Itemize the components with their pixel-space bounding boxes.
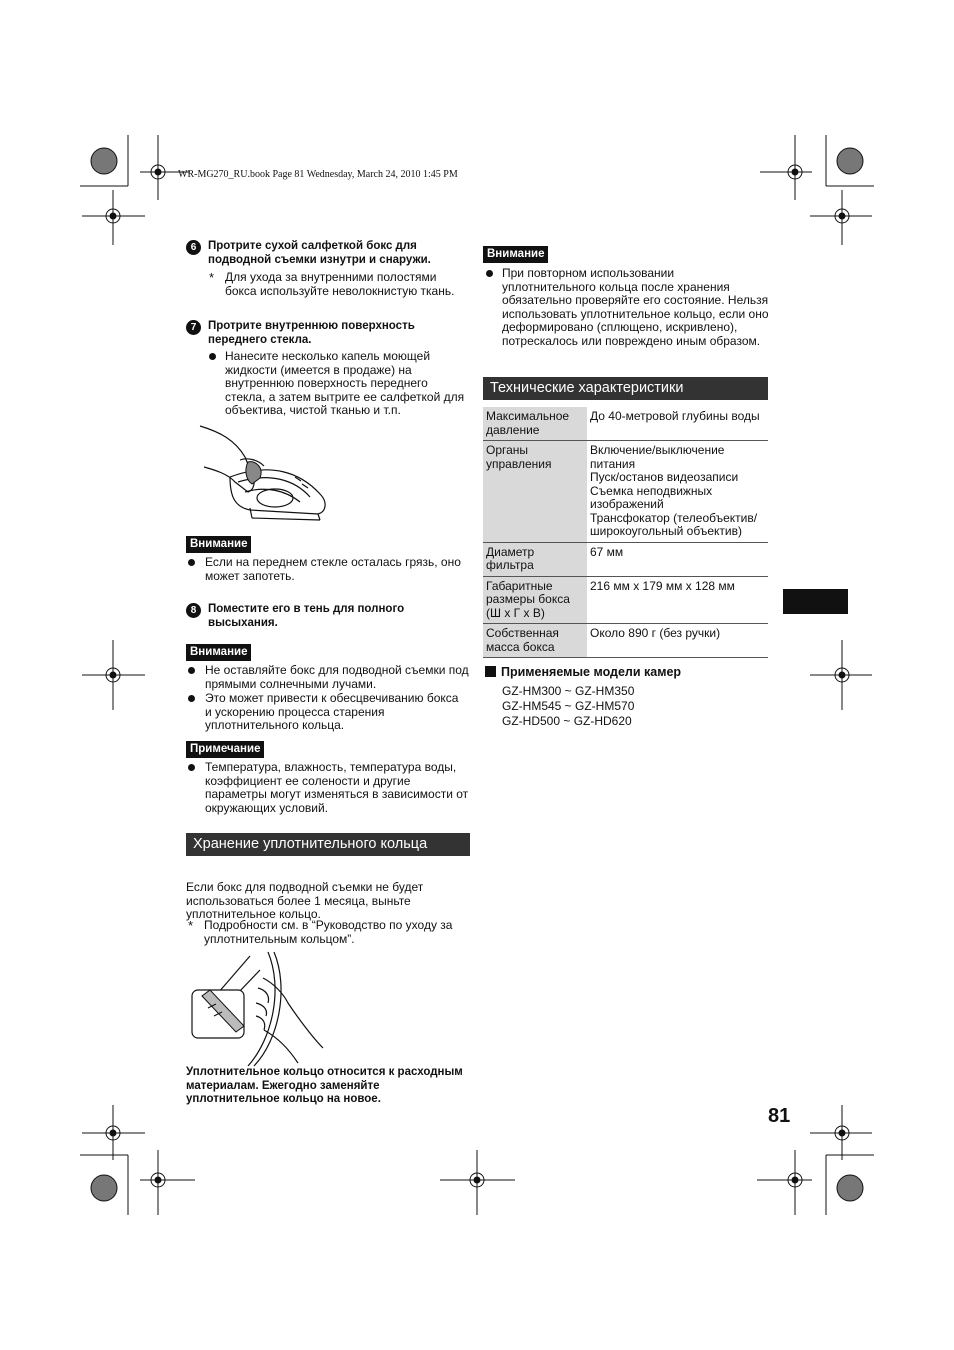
bullet-icon xyxy=(486,270,493,277)
storage-note: Подробности см. в “Руководство по уходу за уплотнительным кольцом”. xyxy=(204,918,453,946)
star-icon: * xyxy=(209,270,215,285)
caution-1-item: Если на переднем стекле осталась грязь, оно может запотеть. xyxy=(205,555,461,583)
spec-value-line: Пуск/останов видеозаписи xyxy=(590,470,739,484)
model-item: GZ-HM300 ~ GZ-HM350 xyxy=(502,684,635,698)
spec-value-line: Около 890 г (без ручки) xyxy=(590,626,721,640)
step-number-7: 7 xyxy=(186,320,201,335)
bullet-icon xyxy=(188,695,195,702)
note-label: Примечание xyxy=(186,741,264,758)
model-item: GZ-HD500 ~ GZ-HD620 xyxy=(502,714,632,728)
storage-footer: Уплотнительное кольцо относится к расходным материалам. Ежегодно заменяйте уплотнительное кольцо на новое. xyxy=(186,1066,463,1105)
spec-value-line: Включение/выключение питания xyxy=(590,443,725,471)
table-row xyxy=(483,624,768,658)
bullet-icon xyxy=(209,353,216,360)
spec-value-line: 67 мм xyxy=(590,544,624,559)
book-header: WR-MG270_RU.book Page 81 Wednesday, March 24, 2010 1:45 PM xyxy=(178,169,458,180)
spec-value-line: 216 мм x 179 мм x 128 мм xyxy=(590,578,735,593)
star-icon: * xyxy=(188,918,194,933)
chapter-tab xyxy=(783,589,848,614)
spec-key: Диаметр фильтра xyxy=(483,542,587,576)
caution-2-item-2: Это может привести к обесцвечиванию бокса и ускорению процесса старения уплотнительного кольца. xyxy=(205,691,459,732)
caution-label: Внимание xyxy=(186,644,251,661)
spec-value xyxy=(587,576,768,624)
step-6-text: Протрите сухой салфеткой бокс для подводной съемки изнутри и снаружи. xyxy=(208,240,431,266)
wiping-glass-illustration xyxy=(190,422,335,522)
step-8-text: Поместите его в тень для полного высыхания. xyxy=(208,603,405,629)
caution-label: Внимание xyxy=(483,246,548,263)
spec-value-line: До 40-метровой глубины воды xyxy=(590,409,760,423)
storage-section-title: Хранение уплотнительного кольца xyxy=(186,833,470,856)
specs-table xyxy=(483,407,768,658)
o-ring-illustration xyxy=(188,948,328,1068)
caution-2-item-1: Не оставляйте бокс для подводной съемки под прямыми солнечными лучами. xyxy=(205,663,469,691)
caution-3-item: При повторном использовании уплотнительного кольца после хранения обязательно проверяйте его состояние. Нельзя использовать уплотнительное кольцо, если оно деформировано (сплющено, искривлено), потрескалось или повреждено иным образом. xyxy=(502,266,769,348)
model-item: GZ-HM545 ~ GZ-HM570 xyxy=(502,699,635,713)
spec-key: Габаритные размеры бокса (Ш x Г x В) xyxy=(483,576,587,624)
step-6-note: Для ухода за внутренними полостями бокса используйте неволокнистую ткань. xyxy=(225,270,455,298)
step-number-6: 6 xyxy=(186,240,201,255)
square-bullet-icon xyxy=(485,666,496,677)
models-heading xyxy=(485,666,681,679)
step-7 xyxy=(186,320,471,347)
spec-value xyxy=(587,542,768,576)
step-7-text: Протрите внутреннюю поверхность переднего стекла. xyxy=(208,320,415,346)
step-6 xyxy=(186,240,471,267)
models-title: Применяемые модели камер xyxy=(501,665,682,679)
spec-value xyxy=(587,407,768,441)
table-row xyxy=(483,542,768,576)
note-1-item: Температура, влажность, температура воды, коэффициент ее солености и другие параметры могут изменяться в зависимости от окружающих условий. xyxy=(205,760,469,815)
spec-value xyxy=(587,624,768,658)
table-row xyxy=(483,441,768,543)
spec-key: Органы управления xyxy=(483,441,587,543)
table-row xyxy=(483,576,768,624)
storage-body: Если бокс для подводной съемки не будет использоваться более 1 месяца, выньте уплотнительное кольцо. xyxy=(186,880,424,921)
spec-value-line: Трансфокатор (телеобъектив/ широкоугольный объектив) xyxy=(590,510,758,538)
page-number: 81 xyxy=(768,1105,791,1127)
step-number-8: 8 xyxy=(186,603,201,618)
spec-value xyxy=(587,441,768,543)
specs-section-title: Технические характеристики xyxy=(483,377,768,400)
spec-value-line: Съемка неподвижных изображений xyxy=(590,483,713,511)
bullet-icon xyxy=(188,764,195,771)
step-7-note: Нанесите несколько капель моющей жидкости (имеется в продаже) на внутреннюю поверхность переднего стекла, а затем вытрите ее салфеткой для объектива, чистой тканью и т.п. xyxy=(225,349,465,417)
caution-label: Внимание xyxy=(186,536,251,553)
step-8 xyxy=(186,603,471,630)
spec-key: Максимальное давление xyxy=(483,407,587,441)
bullet-icon xyxy=(188,667,195,674)
bullet-icon xyxy=(188,559,195,566)
spec-key: Собственная масса бокса xyxy=(483,624,587,658)
table-row xyxy=(483,407,768,441)
